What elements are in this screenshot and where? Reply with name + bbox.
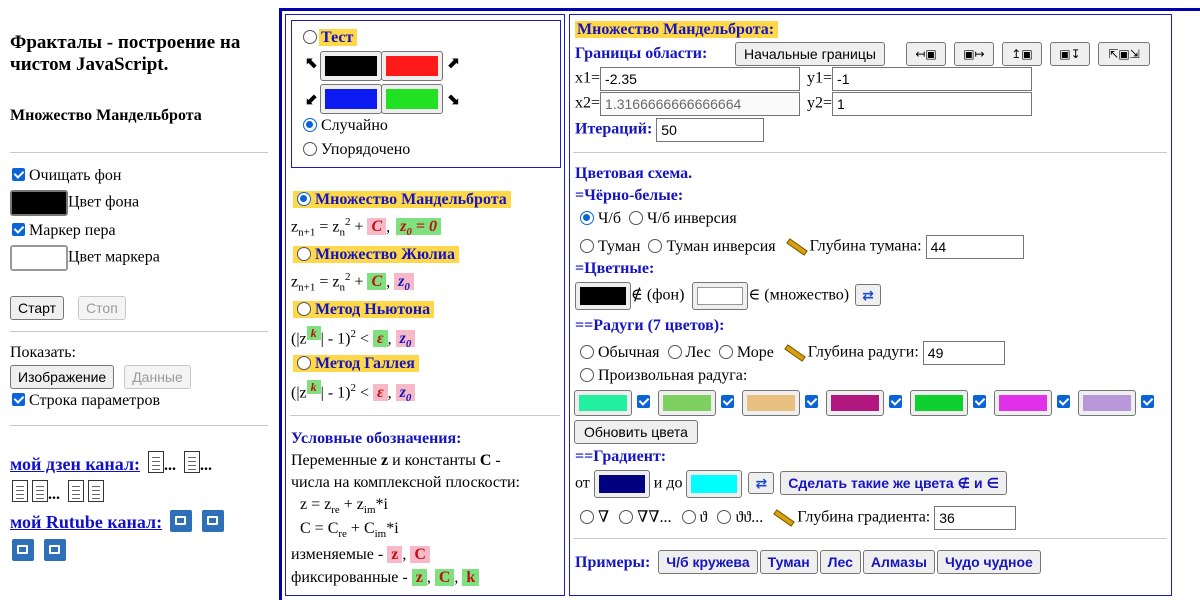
dzen-link[interactable]: мой дзен канал: <box>10 454 141 474</box>
swatch-green[interactable] <box>381 84 443 114</box>
rainbow-color-checkbox-3[interactable] <box>805 395 818 408</box>
fog-inv-label: Туман инверсия <box>666 237 776 255</box>
mandelbrot-formula: $z_{n+1} = z_n^2 + C$ , $z_0 = 0$ <box>291 216 441 239</box>
rainbow-color-checkbox-1[interactable] <box>637 395 650 408</box>
sea-option[interactable] <box>719 344 774 361</box>
clear-bg-checkbox[interactable] <box>12 168 25 181</box>
to-label: и до <box>653 474 683 492</box>
same-colors-button[interactable]: Сделать такие же цвета ∉ и ∈ <box>780 471 1007 495</box>
rainbow-color-checkbox-7[interactable] <box>1141 395 1154 408</box>
from-label: от <box>575 474 590 492</box>
rainbow-title: ==Радуги (7 цветов): <box>575 317 725 334</box>
x1-input[interactable]: -2.35 <box>600 67 800 91</box>
page-title: Фракталы - построение на чистом JavaScript. <box>10 32 241 75</box>
newton-option[interactable] <box>293 301 434 319</box>
start-button[interactable]: Старт <box>10 296 64 320</box>
halley-label: Метод Галлея <box>315 355 415 372</box>
legend-title: Условные обозначения: <box>291 430 462 447</box>
test-label: Тест <box>319 29 357 46</box>
legend-line1: Переменные z и константы C - <box>291 452 501 469</box>
x2-label: x2= <box>575 94 601 112</box>
grad-opt3-radio[interactable] <box>682 510 696 524</box>
divider <box>573 152 1167 153</box>
clear-bg-option[interactable] <box>12 167 121 185</box>
ellipsis: ... <box>48 486 60 503</box>
y2-label: y2= <box>807 94 833 112</box>
page-subtitle: Множество Мандельброта <box>10 107 202 124</box>
fog-depth-input[interactable]: 44 <box>926 235 1024 259</box>
pencil-icon <box>774 509 795 527</box>
params-row-checkbox[interactable] <box>12 393 25 406</box>
not-in-label: ∉ (фон) <box>631 286 685 304</box>
test-radio[interactable] <box>303 30 317 44</box>
grad-opt2-radio[interactable] <box>619 510 633 524</box>
grad-opt1-radio[interactable] <box>580 510 594 524</box>
rainbow-colors-row <box>574 390 1162 416</box>
rainbow-color-picker-7[interactable] <box>1078 390 1136 416</box>
divider <box>10 152 268 153</box>
rainbow-depth-input[interactable]: 49 <box>923 341 1005 365</box>
rutube-link[interactable]: мой Rutube канал: <box>10 512 163 532</box>
gradient-from-picker[interactable] <box>594 470 650 498</box>
arbitrary-rainbow-option[interactable] <box>580 367 747 385</box>
grad-opt4-radio[interactable] <box>717 510 731 524</box>
fixed-legend: фиксированные - z , C , k <box>291 569 479 587</box>
pencil-icon <box>786 238 807 256</box>
examples-row <box>654 554 1041 571</box>
shift-up-button[interactable]: ↥▣ <box>1002 42 1042 66</box>
rainbow-color-picker-1[interactable] <box>574 390 632 416</box>
bw-radio[interactable] <box>580 211 594 225</box>
random-radio[interactable] <box>303 118 317 132</box>
usual-label: Обычная <box>598 343 660 361</box>
set-color-picker[interactable] <box>692 282 748 310</box>
arrow-se-icon: ⬊ <box>446 89 460 108</box>
marker-color-row <box>10 245 160 271</box>
halley-formula: (|z $^k$ | - 1)$^2$ < ε , $z_0$ <box>291 380 415 405</box>
ordered-label: Упорядочено <box>321 141 411 158</box>
julia-option[interactable] <box>293 246 459 264</box>
grad-opt4-label: ϑϑ... <box>735 508 764 526</box>
fog-inv-option[interactable] <box>648 238 775 255</box>
mandelbrot-option[interactable] <box>293 191 511 209</box>
pen-marker-label: Маркер пера <box>29 222 116 239</box>
divider <box>10 425 268 426</box>
bg-set-color-picker[interactable] <box>575 282 631 310</box>
rainbow-color-checkbox-4[interactable] <box>889 395 902 408</box>
pen-marker-checkbox[interactable] <box>12 223 25 236</box>
grad-depth-label: Глубина градиента: <box>797 508 931 526</box>
bg-color-row <box>10 190 139 216</box>
document-icon[interactable] <box>148 451 164 473</box>
arbitrary-rainbow-radio[interactable] <box>580 368 594 382</box>
y2-input[interactable]: 1 <box>832 92 1032 116</box>
ordered-radio[interactable] <box>303 142 317 156</box>
sidebar <box>0 0 275 600</box>
gradient-title: ==Градиент: <box>575 448 667 465</box>
julia-formula: $z_{n+1} = z_n^2 + C$ , $z_0$ <box>291 271 414 294</box>
grad-opt3-label: ϑ <box>699 508 708 526</box>
forest-option[interactable] <box>668 344 711 361</box>
rainbow-color-checkbox-5[interactable] <box>973 395 986 408</box>
iterations-label: Итераций: <box>575 120 653 138</box>
bw-label: Ч/б <box>598 210 621 227</box>
image-button[interactable]: Изображение <box>10 365 114 389</box>
document-icon[interactable] <box>68 480 84 502</box>
rainbow-color-checkbox-2[interactable] <box>721 395 734 408</box>
rainbow-color-picker-3[interactable] <box>742 390 800 416</box>
x2-input[interactable]: 1.3166666666666664 <box>600 92 800 116</box>
colored-title: =Цветные: <box>575 260 655 277</box>
gradient-to-picker[interactable] <box>686 470 742 498</box>
example-button-5[interactable]: Чудо чудное <box>937 550 1041 574</box>
ellipsis: ... <box>200 457 213 474</box>
bw-inv-label: Ч/б инверсия <box>646 210 737 227</box>
swatch-black[interactable] <box>320 51 382 81</box>
divider <box>10 331 268 332</box>
stop-button[interactable]: Стоп <box>78 296 126 320</box>
newton-formula: (|z $^k$ | - 1)$^2$ < ε , $z_0$ <box>291 326 415 351</box>
julia-radio[interactable] <box>297 247 311 261</box>
rainbow-color-picker-4[interactable] <box>826 390 884 416</box>
fog-label: Туман <box>598 237 641 255</box>
bw-option[interactable] <box>580 210 621 227</box>
swap-gradient-button[interactable]: ⇄ <box>748 472 774 494</box>
forest-label: Лес <box>685 343 711 361</box>
newton-label: Метод Ньютона <box>315 301 431 318</box>
right-heading: Множество Мандельброта: <box>575 21 778 39</box>
document-icon[interactable] <box>32 480 48 502</box>
arrow-sw-icon: ⬋ <box>305 89 319 108</box>
rainbow-depth-label: Глубина радуги: <box>807 343 919 361</box>
x1-label: x1= <box>575 69 601 87</box>
sea-radio[interactable] <box>719 345 733 359</box>
grad-opt1-label: ∇ <box>598 508 610 526</box>
show-label: Показать: <box>10 344 76 361</box>
example-button-2[interactable]: Туман <box>760 550 818 574</box>
shift-right-button[interactable]: ▣↦ <box>954 42 994 66</box>
z-formula: $z = z_{re} + z_{im}*i$ <box>300 496 388 517</box>
test-option[interactable] <box>303 29 357 47</box>
document-icon[interactable] <box>88 480 104 502</box>
julia-label: Множество Жюлиа <box>315 246 455 263</box>
halley-option[interactable] <box>293 355 419 373</box>
shift-left-button[interactable]: ↤▣ <box>906 42 946 66</box>
video-icon[interactable] <box>202 510 224 532</box>
initial-bounds-button[interactable]: Начальные границы <box>735 42 885 66</box>
fog-inv-radio[interactable] <box>648 239 662 253</box>
forest-radio[interactable] <box>668 345 682 359</box>
bg-color-picker[interactable] <box>10 190 68 216</box>
pencil-icon <box>784 344 805 362</box>
iterations-input[interactable]: 50 <box>656 118 764 142</box>
document-icon[interactable] <box>12 480 28 502</box>
swatch-red[interactable] <box>381 51 443 81</box>
rainbow-color-picker-5[interactable] <box>910 390 968 416</box>
usual-radio[interactable] <box>580 345 594 359</box>
c-formula: $C = C_{re} + C_{im}*i$ <box>300 520 399 541</box>
legend-line2: числа на комплексной плоскости: <box>291 474 520 491</box>
swap-colors-button[interactable]: ⇄ <box>855 284 881 306</box>
example-button-4[interactable]: Алмазы <box>863 550 935 574</box>
ellipsis: ... <box>164 457 177 474</box>
grad-opt2[interactable] <box>619 509 671 526</box>
rainbow-color-picker-6[interactable] <box>994 390 1052 416</box>
grad-opt3[interactable] <box>682 509 708 526</box>
pen-marker-option[interactable] <box>12 222 116 240</box>
document-icon[interactable] <box>184 451 200 473</box>
arrow-ne-icon: ⬈ <box>446 53 460 72</box>
bw-title: =Чёрно-белые: <box>575 187 684 204</box>
marker-color-picker[interactable] <box>10 245 68 271</box>
halley-radio[interactable] <box>297 356 311 370</box>
expand-button[interactable]: ⇱▣⇲ <box>1098 42 1150 66</box>
mandelbrot-radio[interactable] <box>297 192 311 206</box>
usual-option[interactable] <box>580 344 660 361</box>
fog-radio[interactable] <box>580 239 594 253</box>
y1-label: y1= <box>807 69 833 87</box>
grad-depth-input[interactable]: 36 <box>934 506 1016 530</box>
divider <box>290 415 560 416</box>
arbitrary-rainbow-label: Произвольная радуга: <box>598 367 748 384</box>
data-button[interactable]: Данные <box>124 365 191 389</box>
marker-color-label: Цвет маркера <box>68 248 160 266</box>
scheme-title: Цветовая схема. <box>575 165 693 182</box>
bounds-label: Границы области: <box>575 45 708 62</box>
shift-down-button[interactable]: ▣↧ <box>1050 42 1090 66</box>
update-colors-button[interactable]: Обновить цвета <box>574 420 698 444</box>
clear-bg-label: Очищать фон <box>29 167 122 184</box>
example-button-3[interactable]: Лес <box>820 550 861 574</box>
mutable-legend: изменяемые - z , C <box>291 546 430 564</box>
random-label: Случайно <box>321 117 388 134</box>
example-button-1[interactable]: Ч/б кружева <box>658 550 757 574</box>
mandelbrot-label: Множество Мандельброта <box>315 191 507 208</box>
params-row-label: Строка параметров <box>29 392 161 409</box>
in-label: ∈ (множество) <box>748 286 850 304</box>
sea-label: Море <box>736 343 774 361</box>
bg-color-label: Цвет фона <box>68 193 140 211</box>
fog-depth-label: Глубина тумана: <box>809 237 922 255</box>
rainbow-color-checkbox-6[interactable] <box>1057 395 1070 408</box>
video-icon[interactable] <box>170 510 192 532</box>
bw-inv-option[interactable] <box>629 210 737 227</box>
swatch-blue[interactable] <box>320 84 382 114</box>
grad-opt4[interactable] <box>717 509 763 526</box>
grad-opt2-label: ∇∇... <box>637 508 672 526</box>
divider <box>573 538 1167 539</box>
random-option[interactable] <box>303 117 388 135</box>
video-icon[interactable] <box>12 539 34 561</box>
video-icon[interactable] <box>44 539 66 561</box>
fog-option[interactable] <box>580 238 640 255</box>
ordered-option[interactable] <box>303 141 410 159</box>
examples-label: Примеры: <box>575 554 651 571</box>
newton-radio[interactable] <box>297 302 311 316</box>
params-row-option[interactable] <box>12 392 160 410</box>
arrow-nw-icon: ⬉ <box>305 53 319 72</box>
grad-opt1[interactable] <box>580 509 609 526</box>
y1-input[interactable]: -1 <box>832 67 1032 91</box>
rainbow-color-picker-2[interactable] <box>658 390 716 416</box>
bw-inv-radio[interactable] <box>629 211 643 225</box>
